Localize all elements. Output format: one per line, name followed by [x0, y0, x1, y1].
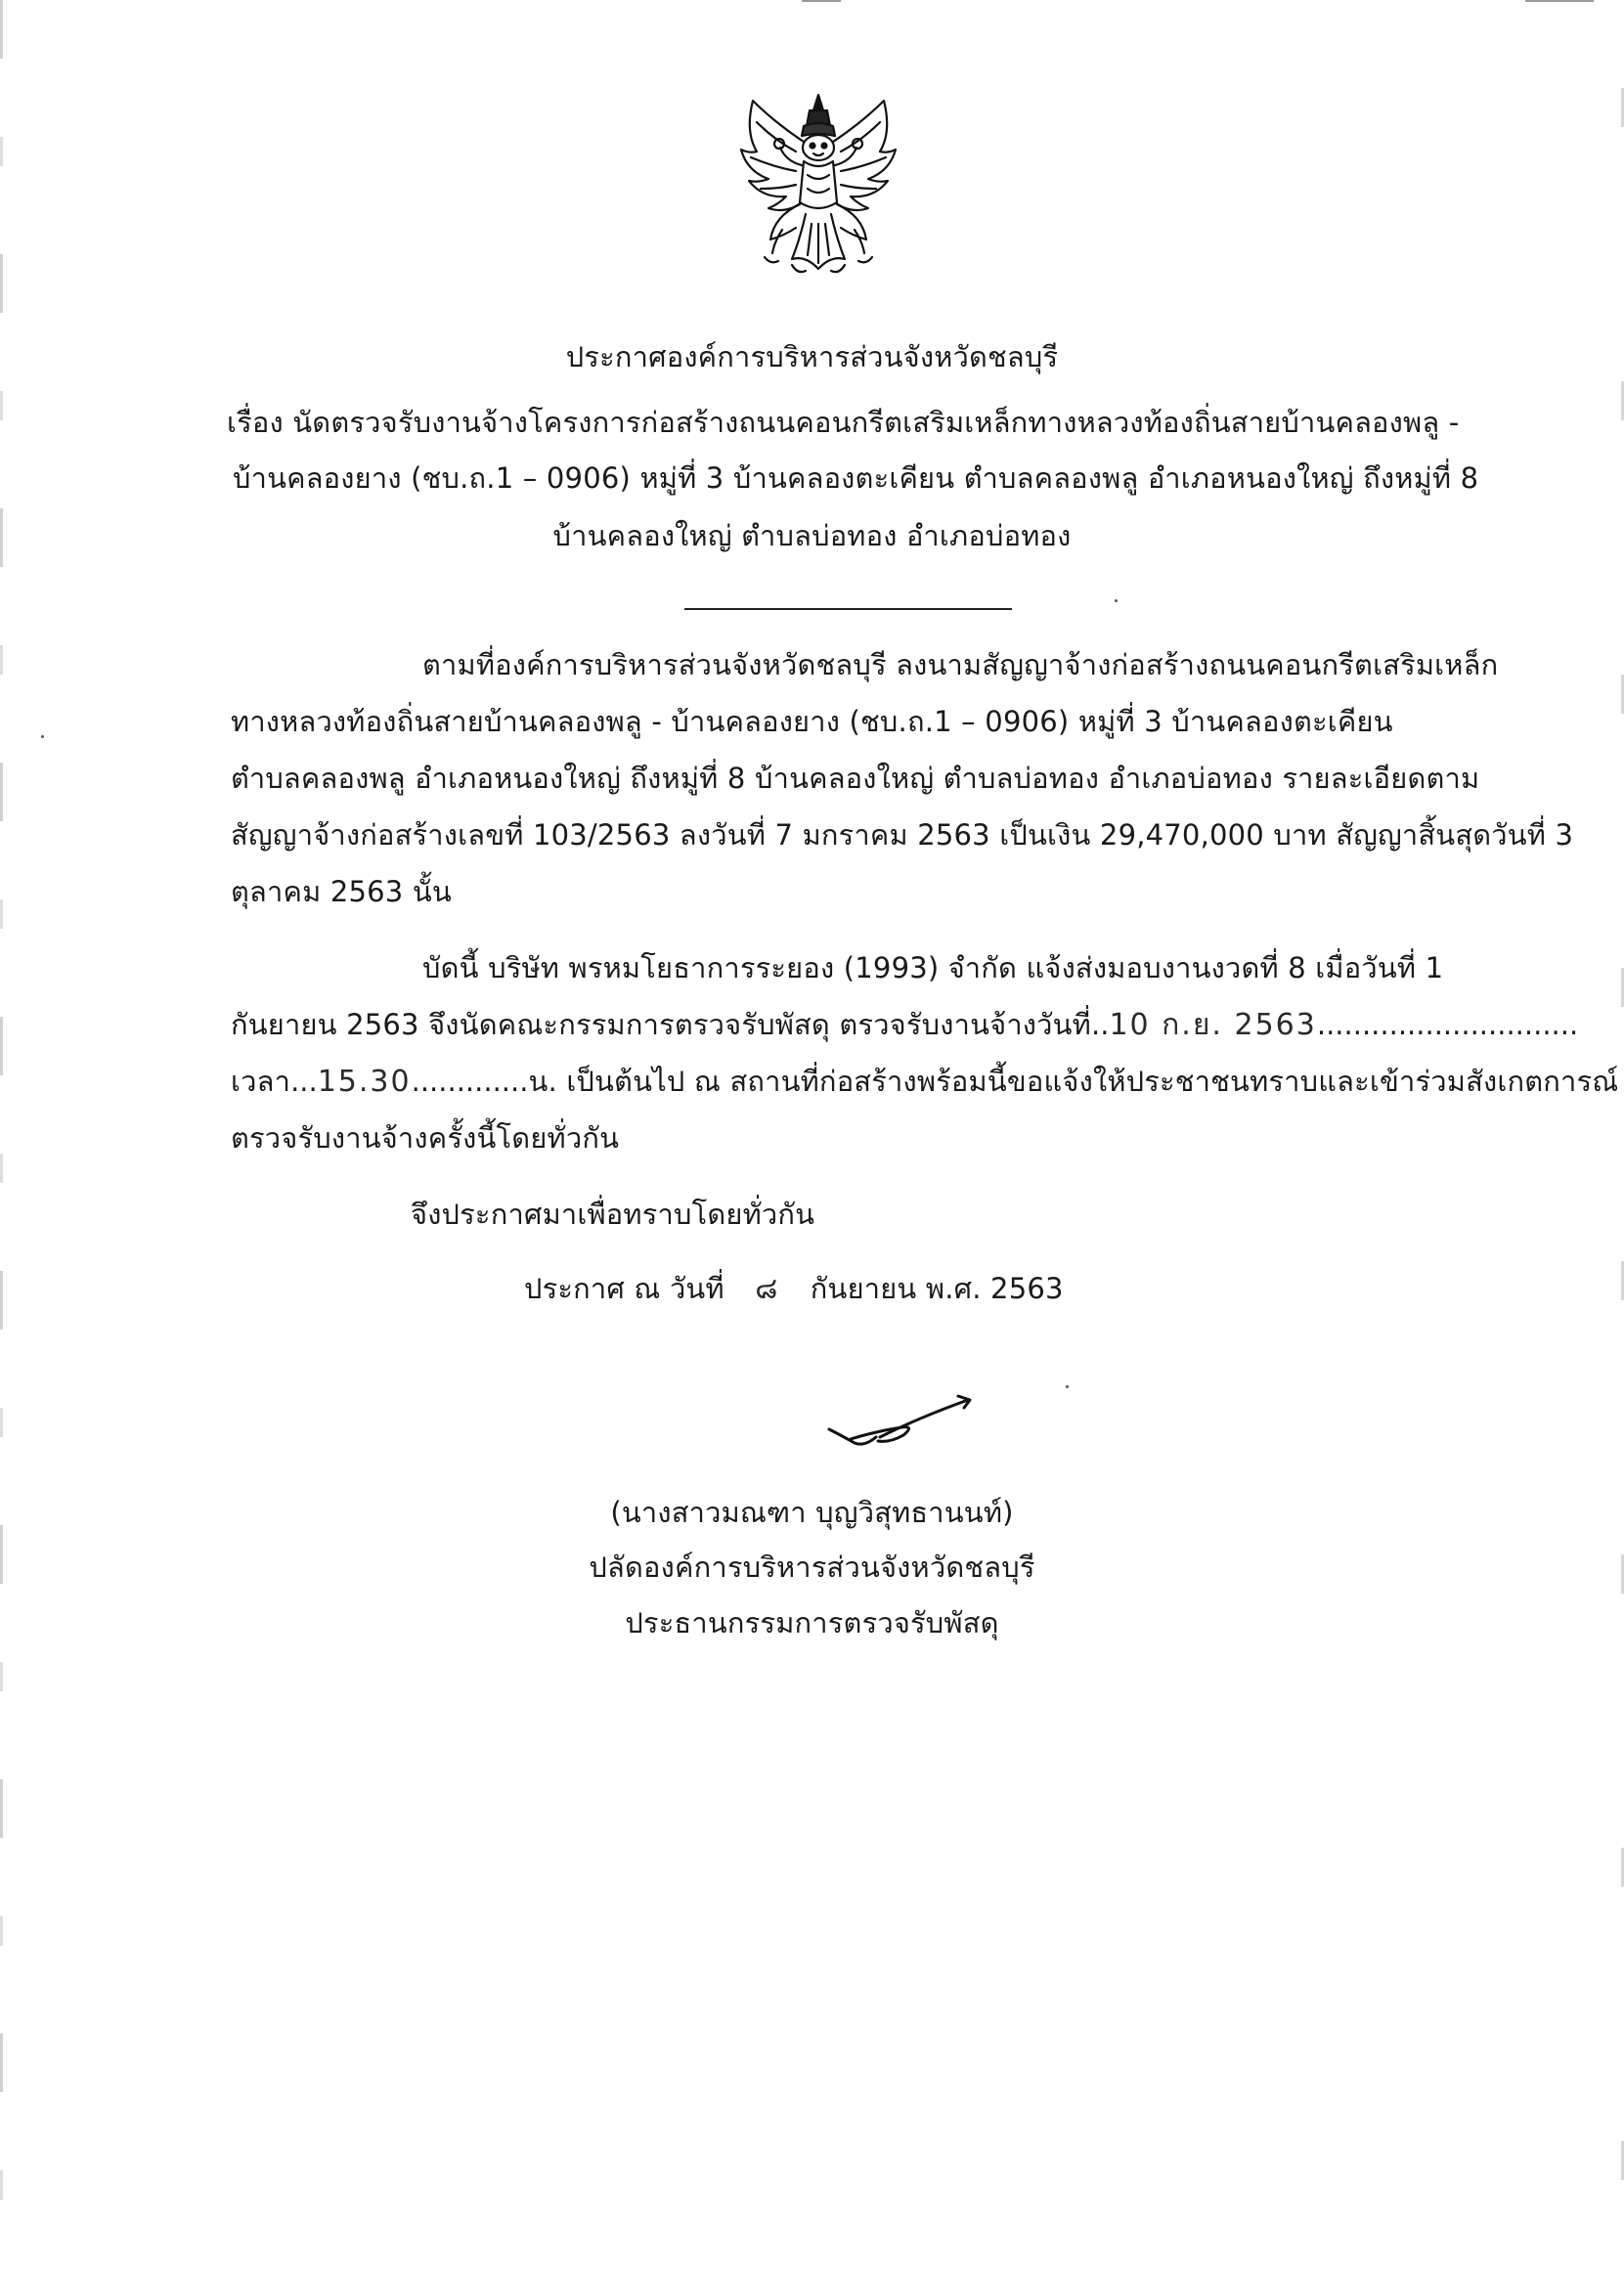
paragraph-2-line-4: ตรวจรับงานจ้างครั้งนี้โดยทั่วกัน: [231, 1121, 620, 1155]
signatory-name: (นางสาวมณฑา บุญวิสุทธานนท์): [610, 1496, 1014, 1529]
paragraph-2-line-2: กันยายน 2563 จึงนัดคณะกรรมการตรวจรับพัสดุ ตรวจรับงานจ้างวันที่..10 ก.ย. 2563.............................: [231, 1008, 1579, 1042]
handwritten-announcement-day: ๘: [755, 1272, 780, 1306]
paragraph-1-line-2: ทางหลวงท้องถิ่นสายบ้านคลองพลู - บ้านคลองยาง (ชบ.ถ.1 – 0906) หมู่ที่ 3 บ้านคลองตะเคียน: [231, 705, 1393, 738]
scan-mark: [802, 0, 841, 2]
announcement-date-prefix: ประกาศ ณ วันที่: [524, 1272, 724, 1305]
paragraph-1-line-4: สัญญาจ้างก่อสร้างเลขที่ 103/2563 ลงวันที่ 7 มกราคม 2563 เป็นเงิน 29,470,000 บาท สัญญาสิ้นสุดวันที่ 3: [231, 818, 1574, 852]
paragraph-1-line-5: ตุลาคม 2563 นั้น: [231, 875, 452, 908]
handwritten-inspection-date: 10 ก.ย. 2563: [1109, 1008, 1317, 1042]
handwritten-signature: [821, 1388, 978, 1457]
signatory-position-2: ประธานกรรมการตรวจรับพัสดุ: [625, 1606, 999, 1639]
paragraph-2-line-2-text: กันยายน 2563 จึงนัดคณะกรรมการตรวจรับพัสดุ ตรวจรับงานจ้างวันที่: [231, 1008, 1091, 1041]
closing-statement: จึงประกาศมาเพื่อทราบโดยทั่วกัน: [411, 1198, 815, 1231]
paragraph-1-line-3: ตำบลคลองพลู อำเภอหนองใหญ่ ถึงหมู่ที่ 8 บ้านคลองใหญ่ ตำบลบ่อทอง อำเภอบ่อทอง รายละเอียดตาม: [231, 762, 1480, 795]
subject-line-3: บ้านคลองใหญ่ ตำบลบ่อทอง อำเภอบ่อทอง: [552, 519, 1072, 552]
scan-speck: [1115, 599, 1118, 602]
paragraph-2-line-1: บัดนี้ บริษัท พรหมโยธาการระยอง (1993) จำกัด แจ้งส่งมอบงานงวดที่ 8 เมื่อวันที่ 1: [422, 951, 1444, 984]
announcement-date-suffix: กันยายน พ.ศ. 2563: [810, 1272, 1064, 1305]
scan-mark: [1525, 0, 1594, 2]
document-title: ประกาศองค์การบริหารส่วนจังหวัดชลบุรี: [565, 340, 1059, 373]
handwritten-inspection-time: 15.30: [317, 1065, 412, 1099]
scan-speck: [41, 735, 44, 738]
paragraph-2-line-3: เวลา...15.30.............น. เป็นต้นไป ณ สถานที่ก่อสร้างพร้อมนี้ขอแจ้งให้ประชาชนทราบและเข้าร่วมสังเกตการณ์: [231, 1065, 1619, 1099]
garuda-emblem-icon: [735, 93, 901, 288]
announcement-date: [524, 1269, 1064, 1309]
paragraph-2-line-3-text: น. เป็นต้นไป ณ สถานที่ก่อสร้างพร้อมนี้ขอแจ้งให้ประชาชนทราบและเข้าร่วมสังเกตการณ์: [528, 1065, 1619, 1098]
subject-line-1: เรื่อง นัดตรวจรับงานจ้างโครงการก่อสร้างถนนคอนกรีตเสริมเหล็กทางหลวงท้องถิ่นสายบ้านคลองพลู -: [227, 406, 1460, 439]
signatory-position-1: ปลัดองค์การบริหารส่วนจังหวัดชลบุรี: [589, 1551, 1035, 1584]
title-divider: [684, 608, 1012, 610]
paragraph-1-line-1: ตามที่องค์การบริหารส่วนจังหวัดชลบุรี ลงนามสัญญาจ้างก่อสร้างถนนคอนกรีตเสริมเหล็ก: [422, 648, 1499, 681]
scan-speck: [1066, 1385, 1069, 1388]
paragraph-2-time-label: เวลา: [231, 1065, 291, 1098]
subject-line-2: บ้านคลองยาง (ชบ.ถ.1 – 0906) หมู่ที่ 3 บ้านคลองตะเคียน ตำบลคลองพลู อำเภอหนองใหญ่ ถึงหมู่ที่ 8: [233, 461, 1479, 495]
